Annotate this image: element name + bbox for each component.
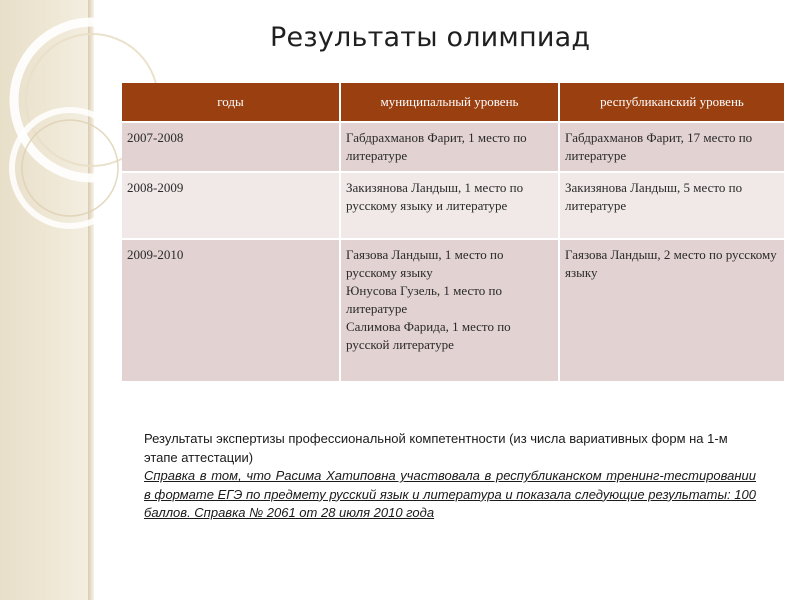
cell-republican — [559, 172, 784, 239]
result-entry: Габдрахманов Фарит, 17 место по литературе — [565, 130, 753, 163]
cell-year: 2008-2009 — [122, 172, 340, 239]
result-entry: Закизянова Ландыш, 5 место по литературе — [565, 180, 743, 213]
slide-title: Результаты олимпиад — [270, 22, 591, 53]
cell-municipal — [340, 239, 559, 381]
cell-municipal — [340, 122, 559, 172]
expertise-section — [144, 430, 756, 523]
result-entry: Гаязова Ландыш, 1 место по русскому языку — [346, 247, 504, 280]
header-municipal: муниципальный уровень — [340, 83, 559, 122]
expertise-heading: Результаты экспертизы профессиональной компетентности (из числа вариативных форм на 1-м этапе аттестации) — [144, 431, 728, 465]
cell-municipal — [340, 172, 559, 239]
cell-republican — [559, 239, 784, 381]
result-entry: Юнусова Гузель, 1 место по литературе — [346, 283, 502, 316]
olympiad-results-table — [122, 83, 784, 381]
header-years: годы — [122, 83, 340, 122]
table-row — [122, 239, 784, 381]
cell-year: 2007-2008 — [122, 122, 340, 172]
table-header-row — [122, 83, 784, 122]
result-entry: Закизянова Ландыш, 1 место по русскому языку и литературе — [346, 180, 524, 213]
header-republican: республиканский уровень — [559, 83, 784, 122]
result-entry: Гаязова Ландыш, 2 место по русскому языку — [565, 247, 777, 280]
table-row — [122, 172, 784, 239]
table-row — [122, 122, 784, 172]
result-entry: Габдрахманов Фарит, 1 место по литературе — [346, 130, 527, 163]
expertise-certificate-note: Справка в том, что Расима Хатиповна участвовала в республиканском тренинг-тестировании в формате ЕГЭ по предмету русский язык и литература и показала следующие результаты: 100 баллов. Справка № 2061 от 28 июля 2010 года — [144, 468, 756, 521]
result-entry: Салимова Фарида, 1 место по русской литературе — [346, 319, 511, 352]
cell-republican — [559, 122, 784, 172]
cell-year: 2009-2010 — [122, 239, 340, 381]
